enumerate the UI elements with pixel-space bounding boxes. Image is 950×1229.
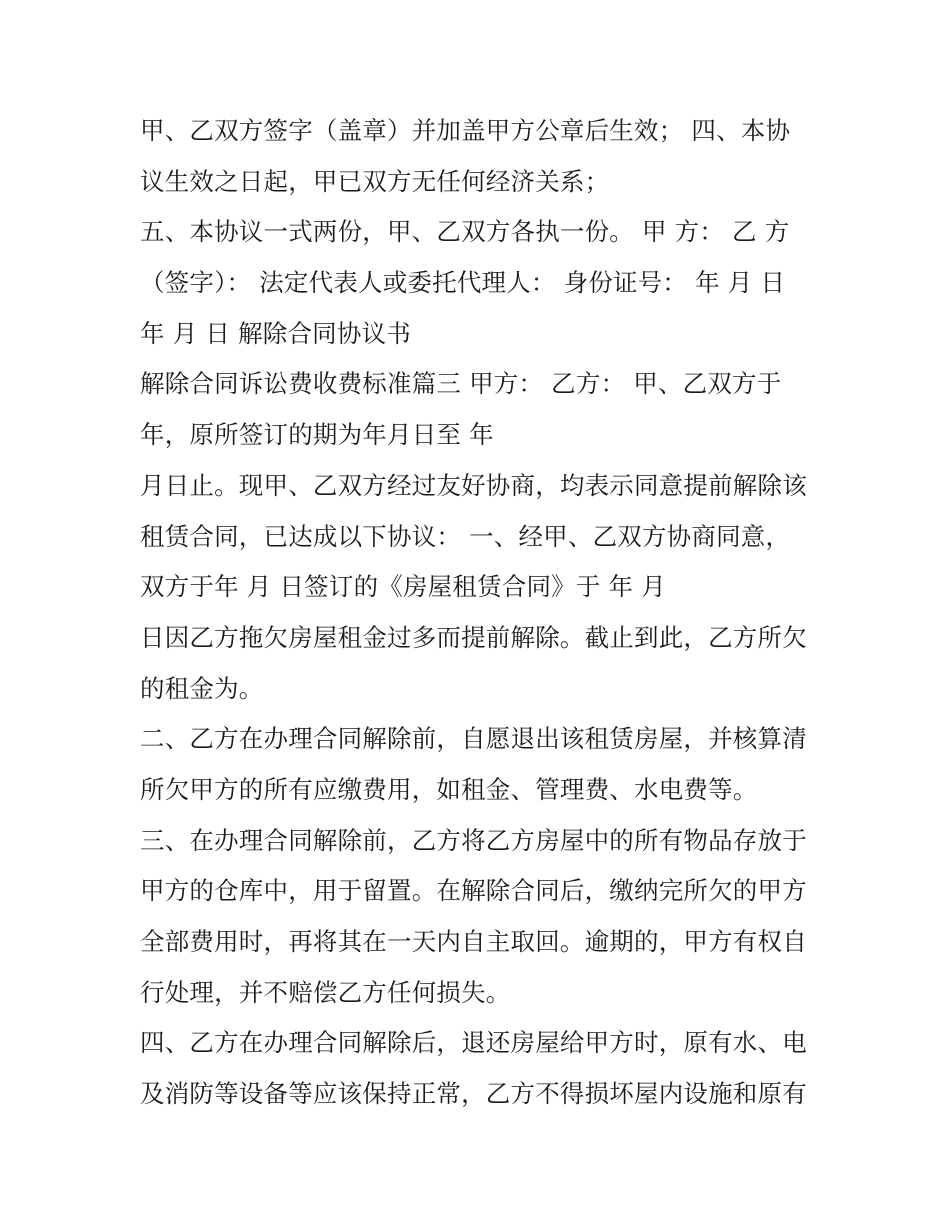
text-line: 二、乙方在办理合同解除前，自愿退出该租赁房屋，并核算清 xyxy=(140,724,807,754)
text-line: 所欠甲方的所有应缴费用，如租金、管理费、水电费等。 xyxy=(140,774,758,804)
text-line: 五、本协议一式两份，甲、乙双方各执一份。 甲 方： 乙 方 xyxy=(140,217,790,247)
text-line: 年 月 日 解除合同协议书 xyxy=(140,318,411,348)
text-line: 的租金为。 xyxy=(140,673,264,703)
text-line: 年，原所签订的期为年月日至 年 xyxy=(140,420,494,450)
document-body xyxy=(140,106,830,1120)
text-line: 双方于年 月 日签订的《房屋租赁合同》于 年 月 xyxy=(140,572,666,602)
text-line: 行处理，并不赔偿乙方任何损失。 xyxy=(140,977,511,1007)
text-line: 全部费用时，再将其在一天内自主取回。逾期的，甲方有权自 xyxy=(140,927,807,956)
text-line: 甲方的仓库中，用于留置。在解除合同后，缴纳完所欠的甲方 xyxy=(140,876,807,906)
text-line: 租赁合同，已达成以下协议： 一、经甲、乙双方协商同意， xyxy=(140,521,791,551)
text-line: 解除合同诉讼费收费标准篇三 甲方： 乙方： 甲、乙双方于 xyxy=(140,369,782,399)
text-line: 甲、乙双方签字（盖章）并加盖甲方公章后生效； 四、本协 xyxy=(140,116,791,145)
text-line: 及消防等设备等应该保持正常，乙方不得损坏屋内设施和原有 xyxy=(140,1079,807,1109)
text-line: 日因乙方拖欠房屋租金过多而提前解除。截止到此，乙方所欠 xyxy=(140,622,807,652)
text-line: 四、乙方在办理合同解除后，退还房屋给甲方时，原有水、电 xyxy=(140,1028,807,1058)
text-line: 月日止。现甲、乙双方经过友好协商，均表示同意提前解除该 xyxy=(140,470,807,500)
text-line: 议生效之日起，甲已双方无任何经济关系； xyxy=(140,166,610,196)
text-line: （签字）： 法定代表人或委托代理人： 身份证号： 年 月 日 xyxy=(140,268,786,298)
text-line: 三、在办理合同解除前，乙方将乙方房屋中的所有物品存放于 xyxy=(140,825,807,855)
